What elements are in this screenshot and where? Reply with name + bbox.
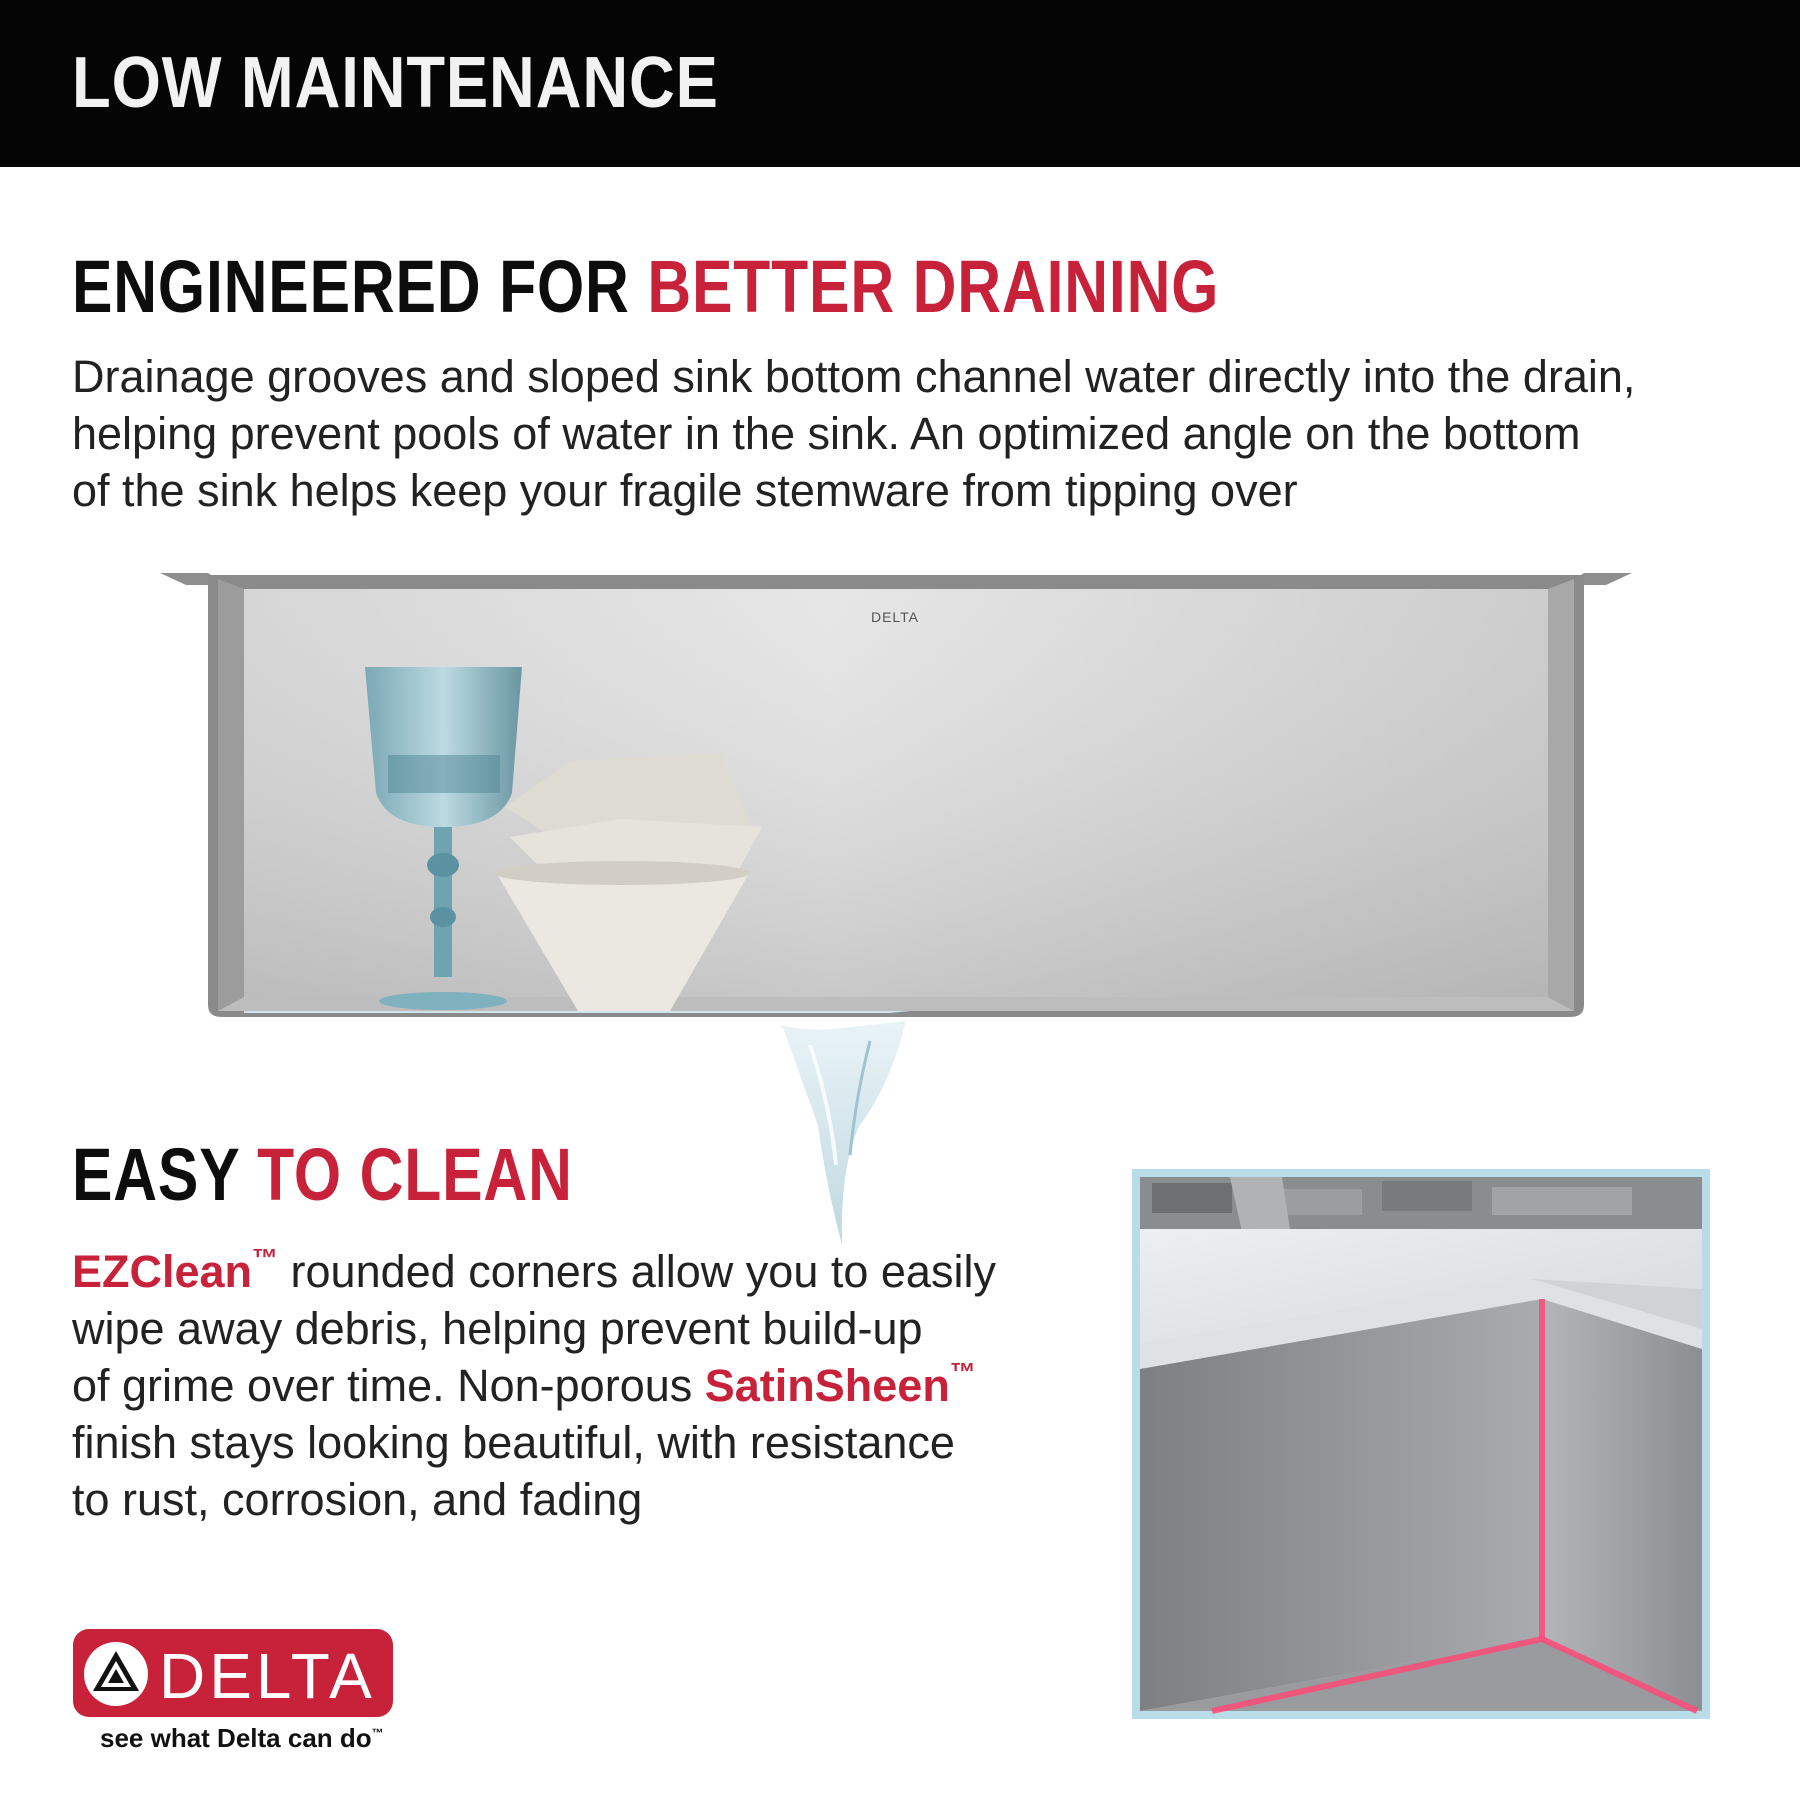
clean-line: [72, 1357, 996, 1414]
clean-line-text: rounded corners allow you to easily: [278, 1246, 996, 1297]
trademark-mark: ™: [949, 1357, 976, 1387]
water-stream: [782, 1021, 906, 1245]
drain-line: Drainage grooves and sloped sink bottom channel water directly into the drain,: [72, 351, 1636, 402]
clean-line: to rust, corrosion, and fading: [72, 1474, 643, 1525]
clean-line: wipe away debris, helping prevent build-up: [72, 1303, 923, 1354]
delta-logo: [73, 1629, 393, 1717]
clean-heading: [72, 1132, 573, 1217]
corner-closeup-photo: [1132, 1169, 1710, 1719]
satinsheen-brand: SatinSheen: [704, 1360, 950, 1411]
drain-heading: [72, 244, 1219, 329]
clean-heading-accent: TO CLEAN: [257, 1133, 573, 1216]
drain-heading-plain: ENGINEERED FOR: [72, 245, 630, 328]
drain-paragraph: [72, 348, 1635, 519]
sink-engraving: DELTA: [870, 609, 920, 625]
clean-heading-plain: EASY: [72, 1133, 240, 1216]
ezclean-brand: EZClean: [72, 1246, 253, 1297]
clean-line: finish stays looking beautiful, with resistance: [72, 1417, 955, 1468]
trademark-mark: ™: [252, 1243, 279, 1273]
tagline-text: see what Delta can do: [100, 1723, 372, 1753]
delta-triangle-icon: [81, 1639, 151, 1709]
clean-paragraph: [72, 1243, 996, 1528]
drain-heading-accent: BETTER DRAINING: [647, 245, 1220, 328]
clean-line: [72, 1243, 996, 1300]
top-banner: [0, 0, 1800, 167]
drain-line: helping prevent pools of water in the sink. An optimized angle on the bottom: [72, 408, 1581, 459]
tagline-trademark: ™: [371, 1726, 384, 1740]
logo-wordmark: DELTA: [159, 1640, 376, 1712]
clean-line-text: of grime over time. Non-porous: [72, 1360, 705, 1411]
banner-title: LOW MAINTENANCE: [72, 43, 719, 123]
logo-tagline: [100, 1723, 384, 1754]
drain-line: of the sink helps keep your fragile stemware from tipping over: [72, 465, 1298, 516]
